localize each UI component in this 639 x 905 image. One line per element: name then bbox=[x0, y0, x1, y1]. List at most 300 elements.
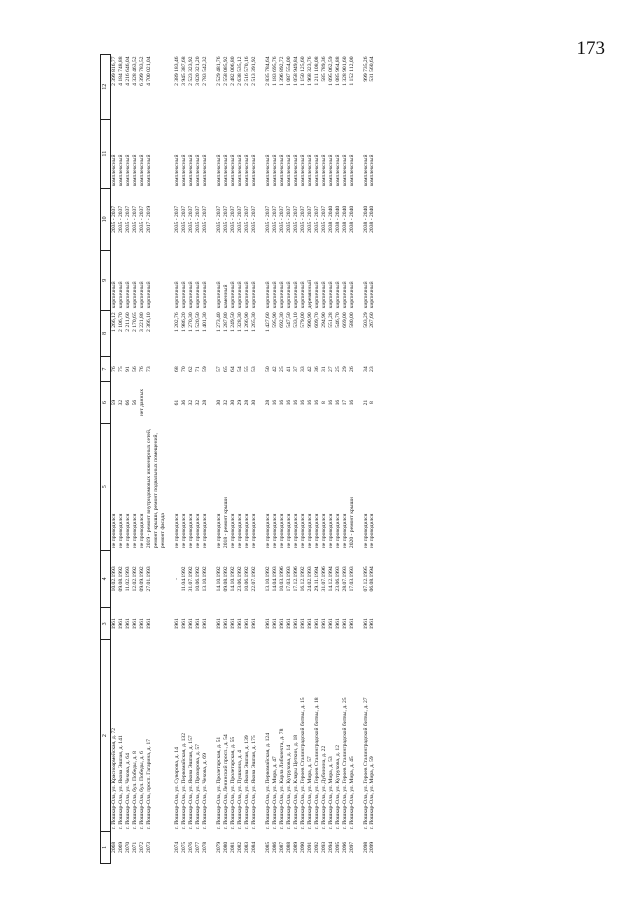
table-cell: 75 bbox=[117, 366, 124, 372]
table-cell: не проводился bbox=[243, 513, 250, 549]
table-cell: 2 513 391,92 bbox=[250, 56, 257, 86]
table-cell: 585 789,36 bbox=[320, 56, 327, 82]
table-cell: г. Йошкар-Ола, ул. Дубинина, д. 22 bbox=[320, 745, 327, 830]
group-spacer bbox=[167, 55, 174, 864]
table-cell: 2 399 816,77 bbox=[111, 56, 117, 86]
table-cell: 2035 - 2037 bbox=[278, 205, 285, 233]
table-cell: 1961 bbox=[264, 618, 271, 630]
header-cell: 1 bbox=[101, 831, 111, 863]
table-cell: 2038 - 2040 bbox=[369, 205, 376, 233]
table-cell: 2017 - 2019 bbox=[145, 205, 152, 233]
table-cell: г. Йошкар-Ола, ул. Пушкина, д. 4 bbox=[236, 750, 243, 830]
table-cell: комплексный bbox=[250, 154, 257, 187]
table-cell: 2084 bbox=[250, 841, 257, 853]
table-cell: 1 968 323,76 bbox=[306, 56, 313, 86]
table-cell: 2038 - 2040 bbox=[348, 205, 355, 233]
table-cell: г. Йошкар-Ола, ул. Кутрухова, д. 14 bbox=[285, 745, 292, 830]
table-cell: кирпичный bbox=[173, 281, 180, 309]
table-cell: комплексный bbox=[320, 154, 327, 187]
table-cell: 26 bbox=[348, 366, 355, 372]
table-cell: г. Йошкар-Ола, просп. Гагарина, д. 17 bbox=[145, 739, 152, 830]
table-cell: кирпичный bbox=[292, 281, 299, 309]
table-cell: 68 bbox=[173, 366, 180, 372]
table-cell: комплексный bbox=[236, 154, 243, 187]
table-cell: 28 bbox=[264, 399, 271, 406]
table-cell: 28.07.1993 bbox=[341, 566, 348, 592]
table-cell: 16 bbox=[334, 399, 341, 406]
table-cell: не проводился bbox=[278, 513, 285, 549]
table-cell: кирпичный bbox=[243, 281, 250, 309]
table-row bbox=[202, 55, 209, 864]
table-cell: 579,00 bbox=[299, 312, 306, 328]
table-cell: 1 986,20 bbox=[180, 312, 187, 332]
table-cell: г. Йошкар-Ола, ул. Первомайская, д. 124 bbox=[264, 733, 271, 830]
table-cell: 2070 bbox=[124, 841, 131, 853]
table-cell: г. Йошкар-Ола, ул. Героев Сталинградской битвы, д. 18 bbox=[313, 697, 320, 830]
table-cell: кирпичный bbox=[341, 281, 348, 309]
table-cell: 4 184 748,88 bbox=[117, 56, 124, 86]
table-cell: 2035 - 2037 bbox=[222, 205, 229, 233]
table-cell: кирпичный bbox=[334, 281, 341, 309]
table-cell: 2038 - 2040 bbox=[341, 205, 348, 233]
table-cell: 14.04.1993 bbox=[271, 566, 278, 592]
table-cell: 2071 bbox=[131, 841, 138, 853]
table-cell: 22.07.1992 bbox=[250, 566, 257, 592]
table-row bbox=[272, 55, 279, 864]
table-cell: 31 bbox=[320, 366, 327, 372]
table-cell: 32 bbox=[187, 399, 194, 406]
table-cell: комплексный bbox=[138, 154, 145, 187]
header-cell: 10 bbox=[101, 188, 111, 250]
table-cell: 29 bbox=[236, 399, 243, 406]
table-cell: г. Йошкар-Ола, ул. Мира, д. 45 bbox=[348, 756, 355, 830]
table-cell: 36 bbox=[180, 399, 187, 406]
table-cell: 2035 - 2037 bbox=[201, 205, 208, 233]
table-cell: не проводился bbox=[285, 513, 292, 549]
table-cell: не проводился bbox=[341, 513, 348, 549]
table-cell: 2 106,70 bbox=[117, 312, 124, 332]
table-cell: 54 bbox=[236, 366, 243, 372]
table-cell: 41 bbox=[285, 366, 292, 372]
table-cell: кирпичный bbox=[250, 281, 257, 309]
table-cell: 1961 bbox=[145, 618, 152, 630]
table-cell: г. Йошкар-Ола, ул. Красноармейская, д. 72 bbox=[111, 727, 117, 830]
table-cell: 4 700 021,04 bbox=[145, 56, 152, 86]
table-cell: 669,00 bbox=[341, 312, 348, 328]
table-cell: 13.10.1992 bbox=[264, 566, 271, 592]
table-cell: 56 bbox=[131, 366, 138, 372]
table-cell: г. Йошкар-Ола, ул. Чехова, д. 69 bbox=[201, 753, 208, 830]
table-cell: 2083 bbox=[243, 841, 250, 853]
table-row bbox=[328, 55, 335, 864]
table-cell: 76 bbox=[138, 366, 145, 372]
table-cell: 29 bbox=[341, 366, 348, 372]
header-cell: 4 bbox=[101, 550, 111, 608]
table-cell: комплексный bbox=[131, 154, 138, 187]
table-cell: 547,50 bbox=[285, 312, 292, 328]
table-cell: 65 bbox=[222, 366, 229, 372]
table-cell: 1961 bbox=[299, 618, 306, 630]
header-row bbox=[101, 55, 111, 864]
table-row bbox=[146, 55, 167, 864]
table-cell: комплексный bbox=[348, 154, 355, 187]
table-cell: 2035 - 2037 bbox=[320, 205, 327, 233]
table-cell: 76 bbox=[111, 366, 117, 372]
table-cell: комплексный bbox=[292, 154, 299, 187]
table-cell: 267,60 bbox=[369, 312, 376, 328]
table-cell: комплексный bbox=[243, 154, 250, 187]
table-cell: комплексный bbox=[271, 154, 278, 187]
table-cell: 1961 bbox=[173, 618, 180, 630]
table-cell: 1 265,30 bbox=[250, 312, 257, 332]
header-cell: 3 bbox=[101, 608, 111, 640]
table-cell: кирпичный bbox=[271, 281, 278, 309]
header-cell: 7 bbox=[101, 356, 111, 381]
table-cell: кирпичный bbox=[313, 281, 320, 309]
table-cell: 17.03.1993 bbox=[285, 566, 292, 592]
header-cell: 2 bbox=[101, 640, 111, 831]
table-cell: 2 366,10 bbox=[145, 312, 152, 332]
table-cell: 2086 bbox=[271, 841, 278, 853]
table-cell: 1 211 108,08 bbox=[313, 56, 320, 86]
table-cell: 14.10.1992 bbox=[229, 566, 236, 592]
table-cell: 1 087 554,00 bbox=[285, 56, 292, 86]
table-cell: комплексный bbox=[124, 154, 131, 187]
table-cell: 66 bbox=[124, 399, 131, 406]
table-cell: 50 bbox=[264, 366, 271, 372]
table-cell: кирпичный bbox=[278, 281, 285, 309]
table-cell: 1 183 695,76 bbox=[271, 56, 278, 86]
table-cell: 27.01.1993 bbox=[145, 566, 152, 592]
table-cell: деревянный bbox=[306, 279, 313, 309]
table-cell: 2019 - ремонт внутридомовых инженерных сетей, ремонт крыши, ремонт подвальных помещений, ремонт фасада bbox=[145, 428, 166, 549]
table-cell: 1 152 112,00 bbox=[348, 56, 355, 86]
table-cell: 1961 bbox=[250, 618, 257, 630]
table-cell: г. Йошкар-Ола, ул. Героев Сталинградской битвы, д. 15 bbox=[299, 697, 306, 830]
table-row bbox=[181, 55, 188, 864]
table-cell: 2038 - 2040 bbox=[334, 205, 341, 233]
table-row bbox=[279, 55, 286, 864]
table-cell: 32 bbox=[222, 399, 229, 406]
table-cell: кирпичный bbox=[348, 281, 355, 309]
table-cell: 1961 bbox=[320, 618, 327, 630]
table-cell: 1 520,50 bbox=[194, 312, 201, 332]
table-cell: г. Йошкар-Ола, ул. Пролетарская, д. 51 bbox=[215, 736, 222, 830]
table-cell: 30 bbox=[229, 399, 236, 406]
table-cell: 2072 bbox=[138, 841, 145, 853]
table-cell: кирпичный bbox=[194, 281, 201, 309]
table-cell: 2 558 085,92 bbox=[222, 56, 229, 86]
table-cell: г. Йошкар-Ола, бул. Победы, д. 6 bbox=[138, 751, 145, 830]
table-cell: комплексный bbox=[201, 154, 208, 187]
table-cell: 37 bbox=[292, 366, 299, 372]
table-cell: 8 bbox=[320, 401, 327, 404]
table-cell: 2074 bbox=[173, 841, 180, 853]
table-cell: 1961 bbox=[271, 618, 278, 630]
table-cell: кирпичный bbox=[362, 281, 369, 309]
table-cell: 61 bbox=[173, 399, 180, 406]
table-cell: 2 523 323,92 bbox=[187, 56, 194, 86]
table-cell: кирпичный bbox=[369, 281, 376, 309]
table-cell: 1961 bbox=[278, 618, 285, 630]
table-cell: 2098 bbox=[362, 841, 369, 853]
table-cell: 25 bbox=[278, 366, 285, 372]
table-cell: 692,30 bbox=[278, 312, 285, 328]
table-cell: 16 bbox=[348, 399, 355, 406]
table-cell: 1961 bbox=[229, 618, 236, 630]
table-cell: не проводился bbox=[306, 513, 313, 549]
table-cell: 2038 - 2040 bbox=[362, 205, 369, 233]
table-cell: 546,70 bbox=[334, 312, 341, 328]
table-cell: 1961 bbox=[362, 618, 369, 630]
table-row bbox=[125, 55, 132, 864]
table-cell: 2035 - 2037 bbox=[111, 205, 117, 233]
table-cell: 2 482 006,80 bbox=[229, 56, 236, 86]
table-cell: 25 bbox=[334, 366, 341, 372]
table-cell: 2 170,65 bbox=[131, 312, 138, 332]
table-row bbox=[132, 55, 139, 864]
page-number: 173 bbox=[576, 38, 605, 59]
table-cell: 2089 bbox=[292, 841, 299, 853]
table-row bbox=[118, 55, 125, 864]
table-cell: не проводился bbox=[173, 513, 180, 549]
table-cell: 42 bbox=[306, 366, 313, 372]
table-cell: 2018 - ремонт крыши bbox=[222, 497, 229, 549]
table-cell: не проводился bbox=[327, 513, 334, 549]
table-cell: 2075 bbox=[180, 841, 187, 853]
table-cell: 2 529 481,76 bbox=[215, 56, 222, 86]
table-cell: 2035 - 2037 bbox=[187, 205, 194, 233]
table-cell: комплексный bbox=[222, 154, 229, 187]
table-cell: кирпичный bbox=[320, 281, 327, 309]
table-cell: не проводился bbox=[117, 513, 124, 549]
table-cell: кирпичный bbox=[229, 281, 236, 309]
table-cell: 2085 bbox=[264, 841, 271, 853]
table-cell: 32 bbox=[194, 399, 201, 406]
table-cell: 1 401,30 bbox=[201, 312, 208, 332]
table-cell: 10.06.1992 bbox=[243, 566, 250, 592]
table-cell: 3 020 321,20 bbox=[194, 56, 201, 86]
table-cell: кирпичный bbox=[299, 281, 306, 309]
table-cell: 24.02.1993 bbox=[306, 566, 313, 592]
table-cell: 73 bbox=[145, 366, 152, 372]
table-cell: кирпичный bbox=[180, 281, 187, 309]
table-cell: 91 bbox=[124, 366, 131, 372]
table-cell: 1961 bbox=[243, 618, 250, 630]
table-cell: 1961 bbox=[285, 618, 292, 630]
table-cell: 1961 bbox=[201, 618, 208, 630]
table-cell: нет данных bbox=[138, 388, 145, 417]
table-row bbox=[335, 55, 342, 864]
table-cell: 533,10 bbox=[292, 312, 299, 328]
header-cell: 5 bbox=[101, 423, 111, 550]
table-cell: 2035 - 2037 bbox=[236, 205, 243, 233]
table-cell: 1961 bbox=[236, 618, 243, 630]
table-cell: 31.07.1992 bbox=[187, 566, 194, 592]
table-cell: не проводился bbox=[320, 513, 327, 549]
table-cell: 2099 bbox=[369, 841, 376, 853]
table-body bbox=[111, 55, 377, 864]
table-cell: комплексный bbox=[369, 154, 376, 187]
table-row bbox=[286, 55, 293, 864]
table-cell: 1961 bbox=[369, 618, 376, 630]
table-cell: кирпичный bbox=[117, 281, 124, 309]
table-cell: комплексный bbox=[180, 154, 187, 187]
table-cell: 1961 bbox=[334, 618, 341, 630]
table-cell: 2073 bbox=[145, 841, 152, 853]
table-cell: 1961 bbox=[138, 618, 145, 630]
table-cell: 1 249,50 bbox=[229, 312, 236, 332]
table-cell: 2078 bbox=[201, 841, 208, 853]
table-row bbox=[349, 55, 356, 864]
table-cell: 21 bbox=[362, 399, 369, 406]
table-cell: 70 bbox=[180, 366, 187, 372]
table-cell: не проводился bbox=[369, 513, 376, 549]
table-cell: 1 270,30 bbox=[187, 312, 194, 332]
table-row bbox=[307, 55, 314, 864]
table-cell: 2035 - 2037 bbox=[292, 205, 299, 233]
table-cell: г. Йошкар-Ола, ул. Героев Сталинградской битвы, д. 25 bbox=[341, 697, 348, 830]
header-cell: 8 bbox=[101, 310, 111, 356]
table-cell: 2035 - 2037 bbox=[117, 205, 124, 233]
table-cell: 2035 - 2037 bbox=[243, 205, 250, 233]
table-cell: кирпичный bbox=[285, 281, 292, 309]
table-cell: 16 bbox=[285, 399, 292, 406]
table-cell: каменный bbox=[222, 284, 229, 309]
table-cell: 09.09.1992 bbox=[138, 566, 145, 592]
table-cell: 28 bbox=[243, 399, 250, 406]
table-cell: г. Йошкар-Ола, ул. Чехова, д. 64 bbox=[124, 753, 131, 830]
table-cell: 3 945 387,68 bbox=[180, 56, 187, 86]
table-cell: 503,29 bbox=[362, 312, 369, 328]
table-cell: не проводился bbox=[180, 513, 187, 549]
table-cell: 1961 bbox=[327, 618, 334, 630]
table-cell: 2035 - 2037 bbox=[124, 205, 131, 233]
table-cell: 59 bbox=[111, 399, 117, 406]
table-cell: 1 202,76 bbox=[173, 312, 180, 332]
table-row bbox=[293, 55, 300, 864]
table-cell: 34 bbox=[362, 366, 369, 372]
table-cell: 16 bbox=[292, 399, 299, 406]
table-cell: 2 835 784,64 bbox=[264, 56, 271, 86]
table-cell: кирпичный bbox=[327, 281, 334, 309]
table-cell: 42 bbox=[271, 366, 278, 372]
table-cell: 4 328 463,52 bbox=[131, 56, 138, 86]
table-cell bbox=[146, 382, 167, 423]
table-cell: г. Йошкар-Ола, ул. Мира, д. 57 bbox=[306, 756, 313, 830]
table-cell: 31.07.1996 bbox=[320, 566, 327, 592]
table-cell: комплексный bbox=[117, 154, 124, 187]
table-cell: г. Йошкар-Ола, ул. Клары Цеткин, д. 18 bbox=[292, 734, 299, 830]
table-row bbox=[111, 55, 118, 864]
table-cell: 2020 - ремонт крыши bbox=[348, 497, 355, 549]
table-cell: г. Йошкар-Ола, ул. Мира, д. 59 bbox=[369, 756, 376, 830]
table-row bbox=[216, 55, 223, 864]
table-cell: 36 bbox=[313, 366, 320, 372]
header-cell: 11 bbox=[101, 119, 111, 188]
table-cell: не проводился bbox=[236, 513, 243, 549]
table-cell: 64 bbox=[229, 366, 236, 372]
table-cell: 1 328,30 bbox=[236, 312, 243, 332]
table-cell: не проводился bbox=[334, 513, 341, 549]
table-cell: г. Йошкар-Ола, ул. Мира, д. 53 bbox=[327, 756, 334, 830]
table-cell: 2080 bbox=[222, 841, 229, 853]
table-cell: комплексный bbox=[229, 154, 236, 187]
table-cell: 09.08.1992 bbox=[222, 566, 229, 592]
table-cell: 1961 bbox=[131, 618, 138, 630]
table-cell: 2 211,60 bbox=[124, 312, 131, 332]
table-cell: кирпичный bbox=[145, 281, 152, 309]
table-cell: 17.12.1996 bbox=[292, 566, 299, 592]
table-cell: комплексный bbox=[299, 154, 306, 187]
table-cell: 2079 bbox=[215, 841, 222, 853]
table-cell: г. Йошкар-Ола, ул. Якова Эшпая, д. 139 bbox=[243, 735, 250, 830]
table-cell: 8 bbox=[369, 401, 376, 404]
table-row bbox=[237, 55, 244, 864]
table-cell: 29.11.1994 bbox=[313, 566, 320, 592]
table-cell: 30 bbox=[215, 399, 222, 406]
table-cell: г. Йошкар-Ола, ул. Героев Сталинградской битвы, д. 27 bbox=[362, 697, 369, 830]
table-cell: 2035 - 2037 bbox=[131, 205, 138, 233]
table-cell: кирпичный bbox=[264, 281, 271, 309]
table-cell: 16 bbox=[306, 399, 313, 406]
table-row bbox=[139, 55, 146, 864]
table-cell: 609,70 bbox=[313, 312, 320, 328]
table-cell: 13.10.1992 bbox=[201, 566, 208, 592]
table-cell: 2095 bbox=[334, 841, 341, 853]
table-cell: 16 bbox=[278, 399, 285, 406]
table-cell: 1 150 125,60 bbox=[299, 56, 306, 86]
table-cell: 62 bbox=[187, 366, 194, 372]
table-cell: 2076 bbox=[187, 841, 194, 853]
table-cell: не проводился bbox=[131, 513, 138, 549]
table-cell: 1961 bbox=[111, 618, 117, 630]
table-cell: кирпичный bbox=[215, 281, 222, 309]
table-cell: кирпичный bbox=[201, 281, 208, 309]
table-cell: 2081 bbox=[229, 841, 236, 853]
table-cell: 6 399 783,52 bbox=[138, 56, 145, 86]
table-cell: 1961 bbox=[341, 618, 348, 630]
table-cell: 30 bbox=[250, 399, 257, 406]
table-cell: 2077 bbox=[194, 841, 201, 853]
table-cell: 23.06.1992 bbox=[236, 566, 243, 592]
table-row bbox=[244, 55, 251, 864]
table-cell: 33 bbox=[299, 366, 306, 372]
table-cell: не проводился bbox=[229, 513, 236, 549]
table-cell: 2035 - 2037 bbox=[194, 205, 201, 233]
table-row bbox=[342, 55, 349, 864]
table-cell: 2035 - 2037 bbox=[180, 205, 187, 233]
table-cell: 580,00 bbox=[348, 312, 355, 328]
table-cell: кирпичный bbox=[236, 281, 243, 309]
table-cell: 990,90 bbox=[306, 312, 313, 328]
table-cell: 14.12.1994 bbox=[327, 566, 334, 592]
table-cell: 2094 bbox=[327, 841, 334, 853]
table-cell: 1 273,40 bbox=[215, 312, 222, 332]
table-cell: комплексный bbox=[215, 154, 222, 187]
table-cell: - bbox=[173, 577, 180, 580]
table-cell: 16 bbox=[299, 399, 306, 406]
table-cell: комплексный bbox=[264, 154, 271, 187]
table-cell: 2088 bbox=[285, 841, 292, 853]
table-cell: кирпичный bbox=[138, 281, 145, 309]
table-cell: комплексный bbox=[362, 154, 369, 187]
table-cell: 1961 bbox=[215, 618, 222, 630]
table-row bbox=[195, 55, 202, 864]
table-cell: комплексный bbox=[145, 154, 152, 187]
table-cell: 1961 bbox=[187, 618, 194, 630]
table-cell: 1 095 062,59 bbox=[327, 56, 334, 86]
